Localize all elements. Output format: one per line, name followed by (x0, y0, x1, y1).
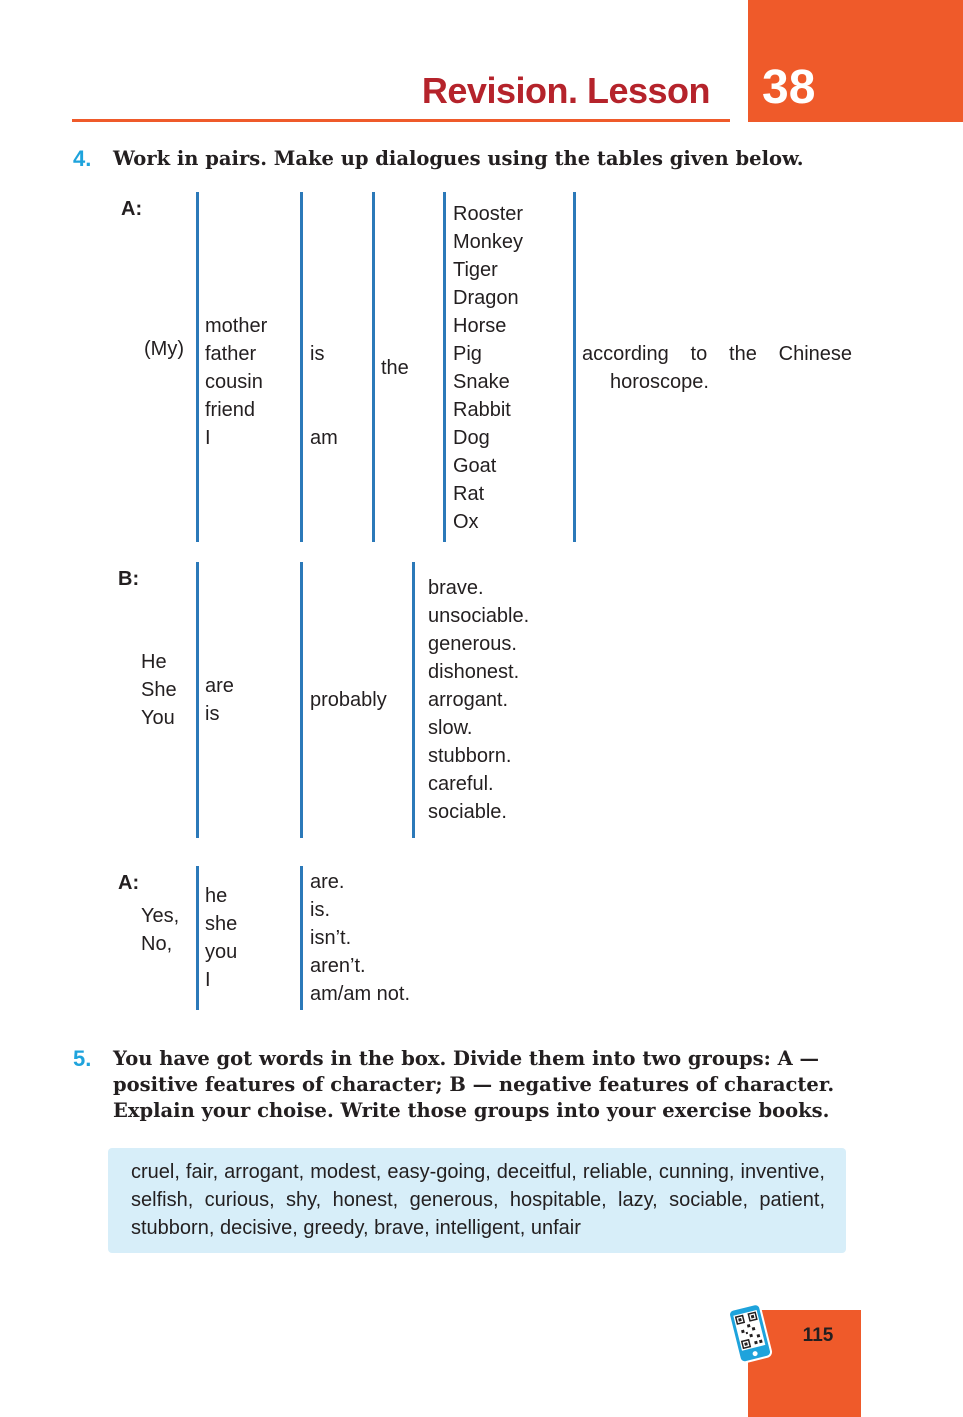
table-b-cell: is (205, 703, 220, 725)
table-a-subjects (205, 312, 267, 452)
table-a-divider-4 (443, 192, 446, 542)
table-c-pronouns (205, 882, 237, 994)
table-a-cell: father (205, 343, 257, 365)
task-5-instruction (113, 1046, 834, 1124)
table-c-verbs (310, 868, 410, 1008)
table-a-cell: Rabbit (453, 399, 511, 421)
table-b-label: B: (118, 568, 140, 590)
table-a-cell: Tiger (453, 259, 498, 281)
table-c-cell: No, (141, 933, 173, 955)
table-a-cell: Ox (453, 511, 479, 533)
table-a-divider-1 (196, 192, 199, 542)
table-a-article (381, 354, 409, 382)
table-a-cell: Dragon (453, 287, 519, 309)
table-c-answers (141, 902, 179, 958)
table-b-cell: are (205, 675, 234, 697)
task-5-number: 5. (73, 1046, 92, 1071)
table-a-verb-am (310, 424, 338, 452)
lesson-number: 38 (762, 61, 816, 114)
table-c-cell: isn’t. (310, 927, 352, 949)
table-a-cell: is (310, 343, 325, 365)
table-a-cell: Monkey (453, 231, 524, 253)
page-number: 115 (802, 1325, 834, 1346)
table-b-cell: slow. (428, 717, 473, 739)
table-c-label: A: (118, 872, 140, 894)
table-b-cell: She (141, 679, 177, 701)
table-a-cell: am (310, 427, 338, 449)
table-b-divider-2 (300, 562, 303, 838)
table-a-cell: I (205, 427, 211, 449)
title-underline (72, 119, 730, 122)
table-c-cell: he (205, 885, 228, 907)
task-5-instruction-line: You have got words in the box. Divide them into two groups: A — (113, 1047, 820, 1070)
table-a-ending-line-2: horoscope. (610, 371, 709, 393)
table-a-divider-3 (372, 192, 375, 542)
table-b-verbs (205, 672, 234, 728)
task-5-instruction-line: Explain your choise. Write those groups into your exercise books. (113, 1099, 830, 1122)
task-4-instruction: Work in pairs. Make up dialogues using the tables given below. (113, 147, 804, 170)
table-a-cell: the (381, 357, 409, 379)
task-4-number: 4. (73, 146, 92, 171)
table-a-possessive (144, 335, 184, 363)
table-a-cell: mother (205, 315, 268, 337)
table-c-cell: she (205, 913, 238, 935)
table-b-cell: brave. (428, 577, 484, 599)
table-a-verb-is (310, 340, 324, 368)
table-a-cell: Snake (453, 371, 510, 393)
table-c-cell: I (205, 969, 211, 991)
table-a-cell: Dog (453, 427, 490, 449)
table-a-cell: friend (205, 399, 256, 421)
table-b-adjectives (428, 574, 529, 826)
table-b-cell: generous. (428, 633, 517, 655)
table-a-cell: (My) (144, 338, 184, 360)
table-a-divider-2 (300, 192, 303, 542)
table-a-cell: Rooster (453, 203, 524, 225)
table-a-animals (453, 200, 523, 536)
table-b-cell: sociable. (428, 801, 507, 823)
table-a-ending (582, 340, 852, 396)
table-b-divider-1 (196, 562, 199, 838)
table-c-cell: Yes, (141, 905, 180, 927)
table-b-pronouns (141, 648, 177, 732)
table-b-cell: probably (310, 689, 387, 711)
table-c-divider-2 (300, 866, 303, 1010)
table-b-cell: You (141, 707, 175, 729)
table-a-ending-line-1: according to the Chinese (582, 343, 852, 365)
table-c-cell: are. (310, 871, 345, 893)
table-c-cell: am/am not. (310, 983, 411, 1005)
table-b-cell: arrogant. (428, 689, 509, 711)
table-a-label: A: (121, 198, 143, 220)
table-a-cell: Pig (453, 343, 482, 365)
table-a-cell: Goat (453, 455, 497, 477)
table-a-cell: cousin (205, 371, 263, 393)
table-a-divider-5 (573, 192, 576, 542)
table-b-divider-3 (412, 562, 415, 838)
table-b-cell: He (141, 651, 167, 673)
table-b-cell: careful. (428, 773, 494, 795)
table-a-cell: Horse (453, 315, 507, 337)
table-c-cell: is. (310, 899, 330, 921)
page-title: Revision. Lesson (421, 70, 710, 111)
table-b-cell: dishonest. (428, 661, 520, 683)
word-list: cruel, fair, arrogant, modest, easy-going, deceitful, reliable, cunning, inventive, selfish, curious, shy, honest, generous, hospitable, lazy, sociable, patient, stubborn, decisive, greedy, brave, intelligent, unfair (131, 1161, 825, 1239)
table-b-cell: unsociable. (428, 605, 530, 627)
table-c-cell: aren’t. (310, 955, 366, 977)
table-c-cell: you (205, 941, 238, 963)
table-b-cell: stubborn. (428, 745, 512, 767)
table-b-adverb (310, 686, 387, 714)
task-5-instruction-line: positive features of character; B — negative features of character. (113, 1073, 835, 1096)
table-c-divider-1 (196, 866, 199, 1010)
table-a-cell: Rat (453, 483, 485, 505)
